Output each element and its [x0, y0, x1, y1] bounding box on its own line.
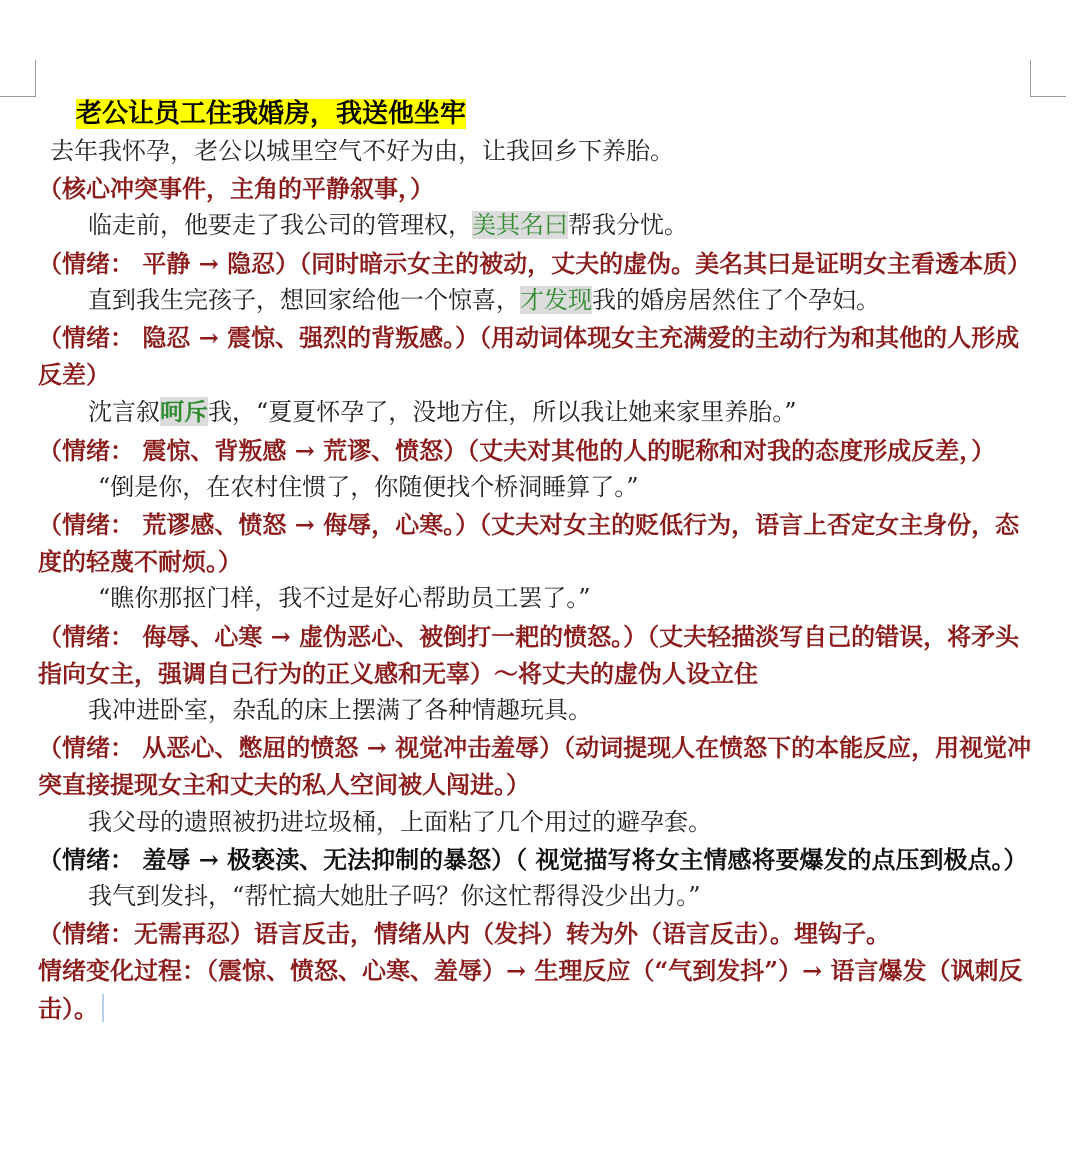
paragraph-3-end: 我的婚房居然住了个孕妇。 — [592, 285, 880, 314]
paragraph-8: 我父母的遗照被扔进垃圾桶，上面粘了几个用过的避孕套。 — [88, 807, 712, 836]
paragraph-3-start: 直到我生完孩子，想回家给他一个惊喜， — [88, 285, 520, 314]
paragraph-9: 我气到发抖，“帮忙搞大她肚子吗？你这忙帮得没少出力。” — [88, 882, 701, 911]
annotation-3: （情绪： 隐忍 → 震惊、强烈的背叛感。）（用动词体现女主充满爱的主动行为和其他的人形成反差） — [38, 323, 1020, 390]
paragraph-2-end: 帮我分忧。 — [568, 211, 688, 240]
paragraph-6: “瞧你那抠门样，我不过是好心帮助员工罢了。” — [98, 584, 591, 613]
annotation-6: （情绪： 侮辱、心寒 → 虚伪恶心、被倒打一耙的愤怒。）（丈夫轻描淡写自己的错误，将矛头指向女主，强调自己行为的正义感和无辜）～将丈夫的虚伪人设立住 — [38, 621, 1020, 688]
annotation-7: （情绪： 从恶心、憋屈的愤怒 → 视觉冲击羞辱）（动词提现人在愤怒下的本能反应，用视觉冲突直接提现女主和丈夫的私人空间被人闯进。） — [38, 733, 1032, 800]
crop-mark-top-left-horizontal — [0, 96, 36, 97]
paragraph-3 — [38, 282, 1036, 319]
annotation-summary — [38, 952, 1036, 1026]
paragraph-1: 去年我怀孕，老公以城里空气不好为由，让我回乡下养胎。 — [50, 137, 674, 165]
annotation-1: （核心冲突事件，主角的平静叙事，） — [38, 174, 434, 204]
paragraph-4 — [38, 393, 1036, 431]
highlighted-phrase-3: 呵斥 — [160, 397, 208, 427]
paragraph-5: “倒是你，在农村住惯了，你随便找个桥洞睡算了。” — [98, 472, 639, 501]
crop-mark-top-right-vertical — [1030, 60, 1031, 96]
title-highlight: 老公让员工住我婚房，我送他坐牢 — [76, 99, 467, 129]
paragraph-4-end: 我，“夏夏怀孕了，没地方住，所以我让她来家里养胎。” — [208, 398, 797, 427]
paragraph-2-start: 临走前，他要走了我公司的管理权， — [88, 211, 472, 240]
annotation-2: （情绪： 平静 → 隐忍）（同时暗示女主的被动，丈夫的虚伪。美名其曰是证明女主看透本质） — [38, 248, 1032, 278]
paragraph-7: 我冲进卧室，杂乱的床上摆满了各种情趣玩具。 — [88, 696, 592, 725]
annotation-4: （情绪： 震惊、背叛感 → 荒谬、愤怒）（丈夫对其他的人的昵称和对我的态度形成反差，） — [38, 435, 996, 465]
crop-mark-top-left-vertical — [35, 60, 36, 96]
annotation-5: （情绪： 荒谬感、愤怒 → 侮辱，心寒。）（丈夫对女主的贬低行为，语言上否定女主身份，态度的轻蔑不耐烦。） — [38, 510, 1020, 577]
document-body[interactable] — [38, 95, 1036, 1027]
annotation-summary-text: 情绪变化过程：（震惊、愤怒、心寒、羞辱）→ 生理反应（“气到发抖”）→ 语言爆发（讽刺反击）。 — [38, 956, 1023, 1023]
paragraph-2 — [38, 207, 1036, 244]
highlighted-phrase-1: 美其名曰 — [472, 211, 568, 240]
annotation-9: （情绪：无需再忍）语言反击，情绪从内（发抖）转为外（语言反击）。埋钩子。 — [38, 919, 890, 949]
paragraph-4-start: 沈言叙 — [88, 398, 160, 427]
highlighted-phrase-2: 才发现 — [520, 285, 592, 314]
annotation-8: （情绪： 羞辱 → 极亵渎、无法抑制的暴怒）（ 视觉描写将女主情感将要爆发的点压到极点。） — [38, 844, 1028, 874]
text-cursor — [102, 994, 104, 1022]
document-title — [38, 95, 1036, 133]
